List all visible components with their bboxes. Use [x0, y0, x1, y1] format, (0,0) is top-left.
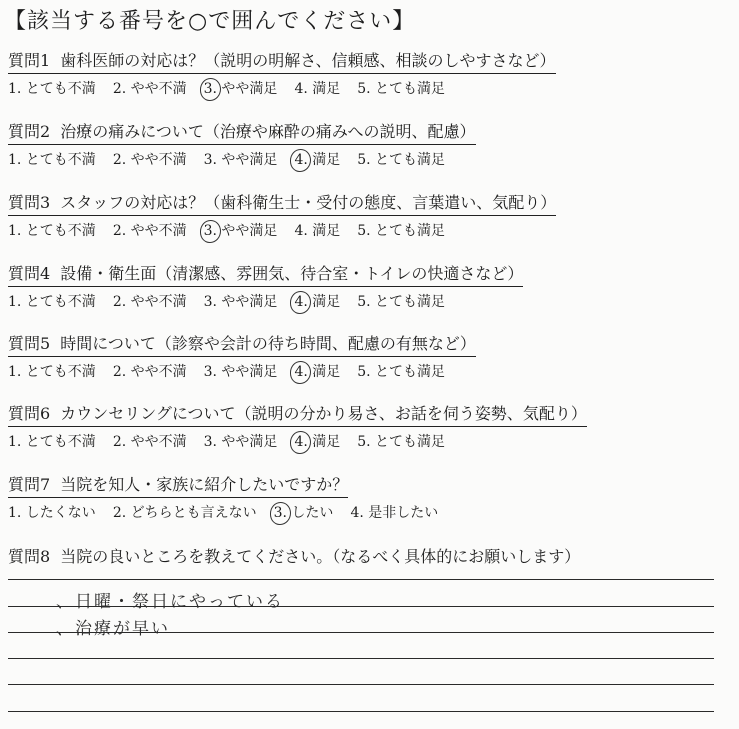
option-selected[interactable]: 3. したい [273, 505, 334, 521]
option-selected[interactable]: 3. やや満足 [203, 223, 278, 239]
question-6-options [8, 433, 462, 451]
question-6-heading [8, 403, 587, 427]
question-text: 歯科医師の対応は？（説明の明解さ、信頼感、相談のしやすさなど） [60, 51, 556, 70]
option[interactable]: 5. とても満足 [357, 294, 446, 310]
option[interactable]: 1. とても不満 [8, 152, 96, 168]
question-1-heading [8, 50, 556, 74]
form-title: 【該当する番号を○で囲んでください】 [4, 9, 416, 34]
option-selected[interactable]: 4. 満足 [294, 434, 341, 450]
question-label: 質問3 [8, 193, 51, 212]
question-text: 治療の痛みについて（治療や麻酔の痛みへの説明、配慮） [60, 122, 476, 141]
question-7-options [8, 504, 455, 522]
question-8-heading [8, 546, 580, 569]
answer-line-1 [8, 579, 714, 580]
option[interactable]: 1. とても不満 [8, 223, 96, 239]
option[interactable]: 1. とても不満 [8, 434, 96, 450]
question-3-heading [8, 192, 556, 216]
question-label: 質問7 [8, 475, 51, 494]
option[interactable]: 3. やや満足 [203, 434, 278, 450]
option[interactable]: 3. やや満足 [203, 152, 278, 168]
question-5-heading [8, 333, 476, 357]
option[interactable]: 5. とても満足 [357, 364, 446, 380]
option[interactable]: 3. やや満足 [203, 364, 278, 380]
option[interactable]: 3. やや満足 [203, 294, 278, 310]
question-text: スタッフの対応は？（歯科衛生士・受付の態度、言葉遣い、気配り） [60, 193, 557, 212]
option[interactable]: 4. 是非したい [350, 505, 439, 521]
option[interactable]: 2. どちらとも言えない [112, 505, 257, 521]
question-label: 質問2 [8, 122, 51, 141]
question-text: 当院を知人・家族に紹介したいですか？ [60, 475, 349, 494]
option[interactable]: 1. とても不満 [8, 294, 96, 310]
option[interactable]: 2. やや不満 [112, 152, 187, 168]
option-selected[interactable]: 3. やや満足 [203, 81, 278, 97]
question-7-heading [8, 474, 348, 498]
question-5-options [8, 363, 462, 381]
handwritten-answer-1: 、日曜・祭日にやっている [56, 592, 284, 612]
option[interactable]: 2. やや不満 [112, 294, 187, 310]
question-text: 時間について（診察や会計の待ち時間、配慮の有無など） [60, 334, 476, 353]
answer-line-6 [8, 711, 714, 712]
option-selected[interactable]: 4. 満足 [294, 152, 341, 168]
option[interactable]: 4. 満足 [294, 223, 341, 239]
question-4-options [8, 293, 462, 311]
option-selected[interactable]: 4. 満足 [294, 294, 341, 310]
question-8-label: 質問8 [8, 547, 51, 566]
option[interactable]: 5. とても満足 [357, 152, 446, 168]
question-text: カウンセリングについて（説明の分かり易さ、お話を伺う姿勢、気配り） [60, 404, 587, 423]
question-label: 質問5 [8, 334, 51, 353]
option[interactable]: 1. したくない [8, 505, 96, 521]
option[interactable]: 2. やや不満 [112, 223, 187, 239]
option[interactable]: 5. とても満足 [357, 434, 446, 450]
option[interactable]: 5. とても満足 [357, 81, 446, 97]
handwritten-answer-2: 、治療が早い [56, 619, 170, 639]
question-8-text: 当院の良いところを教えてください。（なるべく具体的にお願いします） [60, 547, 581, 566]
question-label: 質問4 [8, 264, 51, 283]
question-3-options [8, 222, 462, 240]
answer-line-5 [8, 684, 714, 685]
question-2-options [8, 151, 462, 169]
question-1-options [8, 80, 462, 98]
question-label: 質問1 [8, 51, 51, 70]
option[interactable]: 1. とても不満 [8, 364, 96, 380]
question-text: 設備・衛生面（清潔感、雰囲気、待合室・トイレの快適さなど） [60, 264, 524, 283]
option[interactable]: 5. とても満足 [357, 223, 446, 239]
option[interactable]: 4. 満足 [294, 81, 341, 97]
option[interactable]: 2. やや不満 [112, 434, 187, 450]
question-label: 質問6 [8, 404, 51, 423]
option-selected[interactable]: 4. 満足 [294, 364, 341, 380]
option[interactable]: 2. やや不満 [112, 81, 187, 97]
question-2-heading [8, 121, 476, 145]
question-4-heading [8, 263, 523, 287]
answer-line-4 [8, 658, 714, 659]
option[interactable]: 1. とても不満 [8, 81, 96, 97]
option[interactable]: 2. やや不満 [112, 364, 187, 380]
